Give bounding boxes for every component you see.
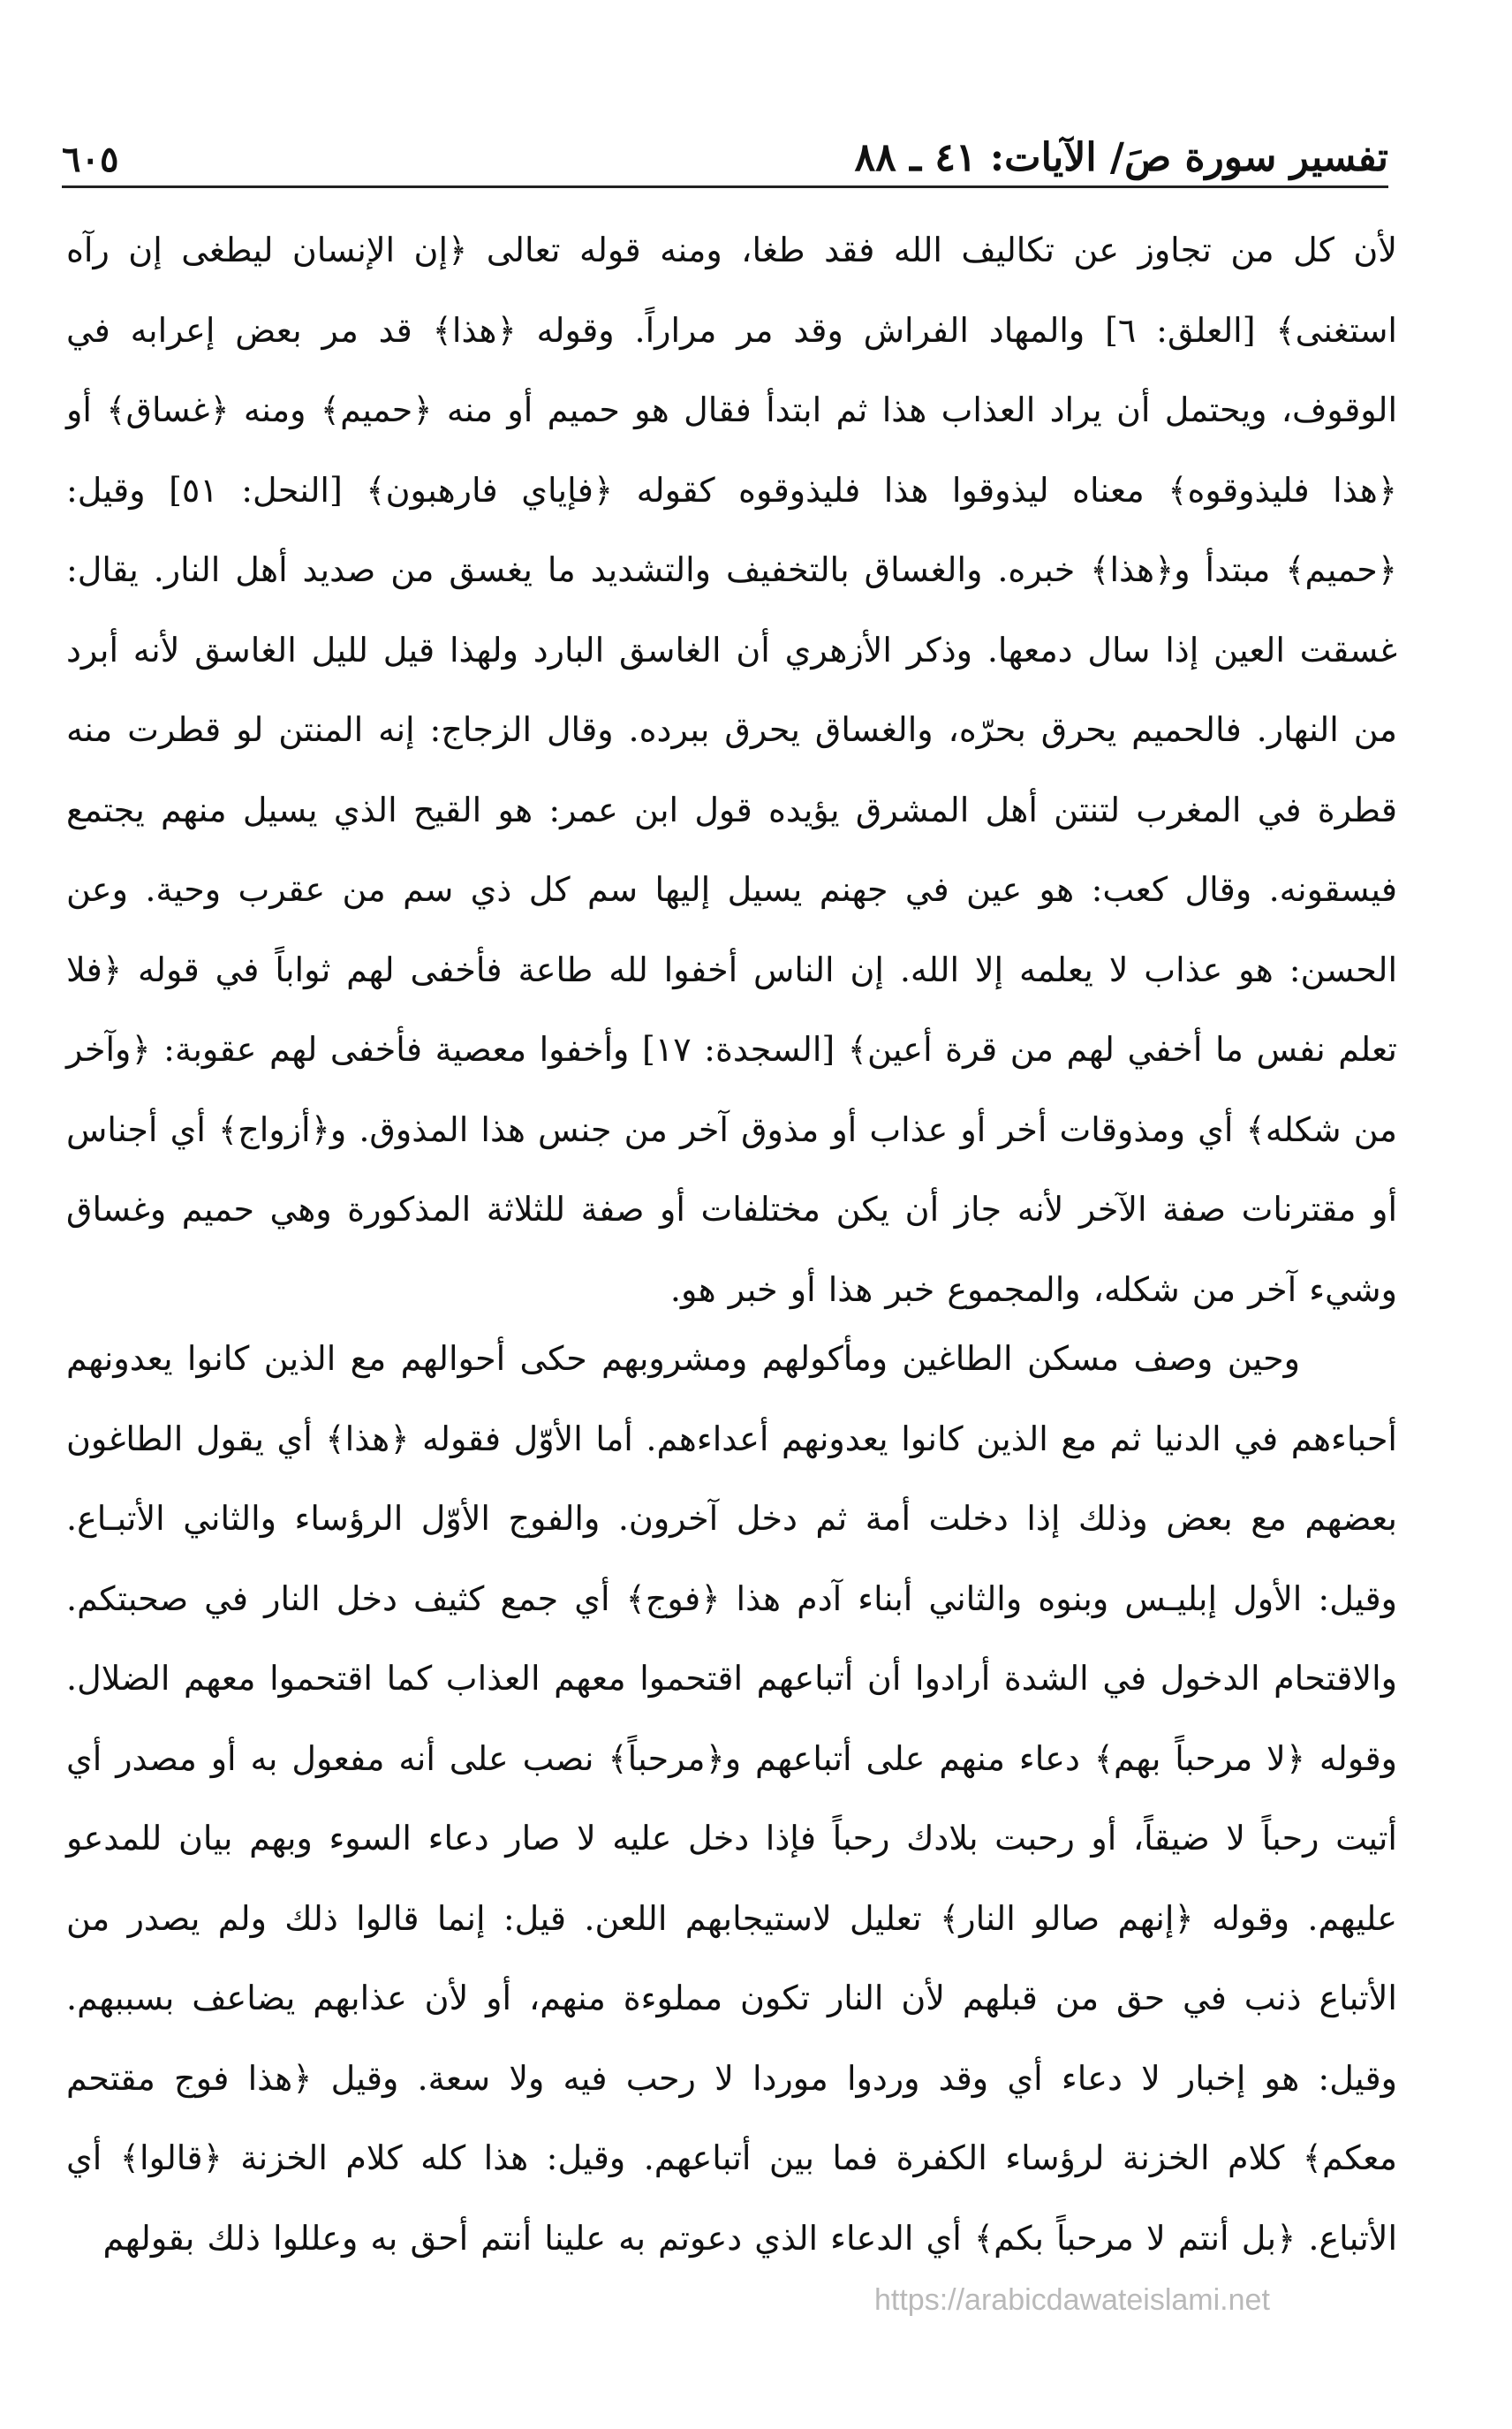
page-number: ٦٠٥ xyxy=(62,139,119,180)
body-paragraph-1: لأن كل من تجاوز عن تكاليف الله فقد طغا، ومنه قوله تعالى ﴿إن الإنسان ليطغى إن رآه استغنى﴾ [العلق: ٦] والمهاد الفراش وقد مر مراراً. وقوله ﴿هذا﴾ قد مر بعض إعرابه في الوقوف، ويحتمل أن يراد العذاب هذا ثم ابتدأ فقال هو حميم أو منه ﴿حميم﴾ ومنه ﴿غساق﴾ أو ﴿هذا فليذوقوه﴾ معناه ليذوقوا هذا فليذوقوه كقوله ﴿فإياي فارهبون﴾ [النحل: ٥١] وقيل: ﴿حميم﴾ مبتدأ و﴿هذا﴾ خبره. والغساق بالتخفيف والتشديد ما يغسق من صديد أهل النار. يقال: غسقت العين إذا سال دمعها. وذكر الأزهري أن الغاسق البارد ولهذا قيل لليل الغاسق لأنه أبرد من النهار. فالحميم يحرق بحرّه، والغساق يحرق ببرده. وقال الزجاج: إنه المنتن لو قطرت منه قطرة في المغرب لتنتن أهل المشرق يؤيده قول ابن عمر: هو القيح الذي يسيل منهم يجتمع فيسقونه. وقال كعب: هو عين في جهنم يسيل إليها سم كل ذي سم من عقرب وحية. وعن الحسن: هو عذاب لا يعلمه إلا الله. إن الناس أخفوا لله طاعة فأخفى لهم ثواباً في قوله ﴿فلا تعلم نفس ما أخفي لهم من قرة أعين﴾ [السجدة: ١٧] وأخفوا معصية فأخفى لهم عقوبة: ﴿وآخر من شكله﴾ أي ومذوقات أخر أو عذاب أو مذوق آخر من جنس هذا المذوق. و﴿أزواج﴾ أي أجناس أو مقترنات صفة الآخر لأنه جاز أن يكن مختلفات أو صفة للثلاثة المذكورة وهي حميم وغساق وشيء آخر من شكله، والمجموع خبر هذا أو خبر هو. xyxy=(66,231,1397,1309)
source-watermark: https://arabicdawateislami.net xyxy=(874,2283,1270,2317)
page-header xyxy=(62,124,1388,188)
body-paragraph-2: وحين وصف مسكن الطاغين ومأكولهم ومشروبهم حكى أحوالهم مع الذين كانوا يعدونهم أحباءهم في الدنيا ثم مع الذين كانوا يعدونهم أعداءهم. أما الأوّل فقوله ﴿هذا﴾ أي يقول الطاغون بعضهم مع بعض وذلك إذا دخلت أمة ثم دخل آخرون. والفوج الأوّل الرؤساء والثاني الأتبـاع. وقيل: الأول إبليـس وبنوه والثاني أبناء آدم هذا ﴿فوج﴾ أي جمع كثيف دخل النار في صحبتكم. والاقتحام الدخول في الشدة أرادوا أن أتباعهم اقتحموا معهم العذاب كما اقتحموا معهم الضلال. وقوله ﴿لا مرحباً بهم﴾ دعاء منهم على أتباعهم و﴿مرحباً﴾ نصب على أنه مفعول به أو مصدر أي أتيت رحباً لا ضيقاً، أو رحبت بلادك رحباً فإذا دخل عليه لا صار دعاء السوء وبهم بيان للمدعو عليهم. وقوله ﴿إنهم صالو النار﴾ تعليل لاستيجابهم اللعن. قيل: إنما قالوا ذلك ولم يصدر من الأتباع ذنب في حق من قبلهم لأن النار تكون مملوءة منهم، أو لأن عذابهم يضاعف بسببهم. وقيل: هو إخبار لا دعاء أي وقد وردوا موردا لا رحب فيه ولا سعة. وقيل ﴿هذا فوج مقتحم معكم﴾ كلام الخزنة لرؤساء الكفرة فما بين أتباعهم. وقيل: هذا كله كلام الخزنة ﴿قالوا﴾ أي الأتباع. ﴿بل أنتم لا مرحباً بكم﴾ أي الدعاء الذي دعوتم به علينا أنتم أحق به وعللوا ذلك بقولهم xyxy=(66,1339,1397,2258)
running-title: تفسير سورة صَ/ الآيات: ٤١ ـ ٨٨ xyxy=(854,135,1388,180)
